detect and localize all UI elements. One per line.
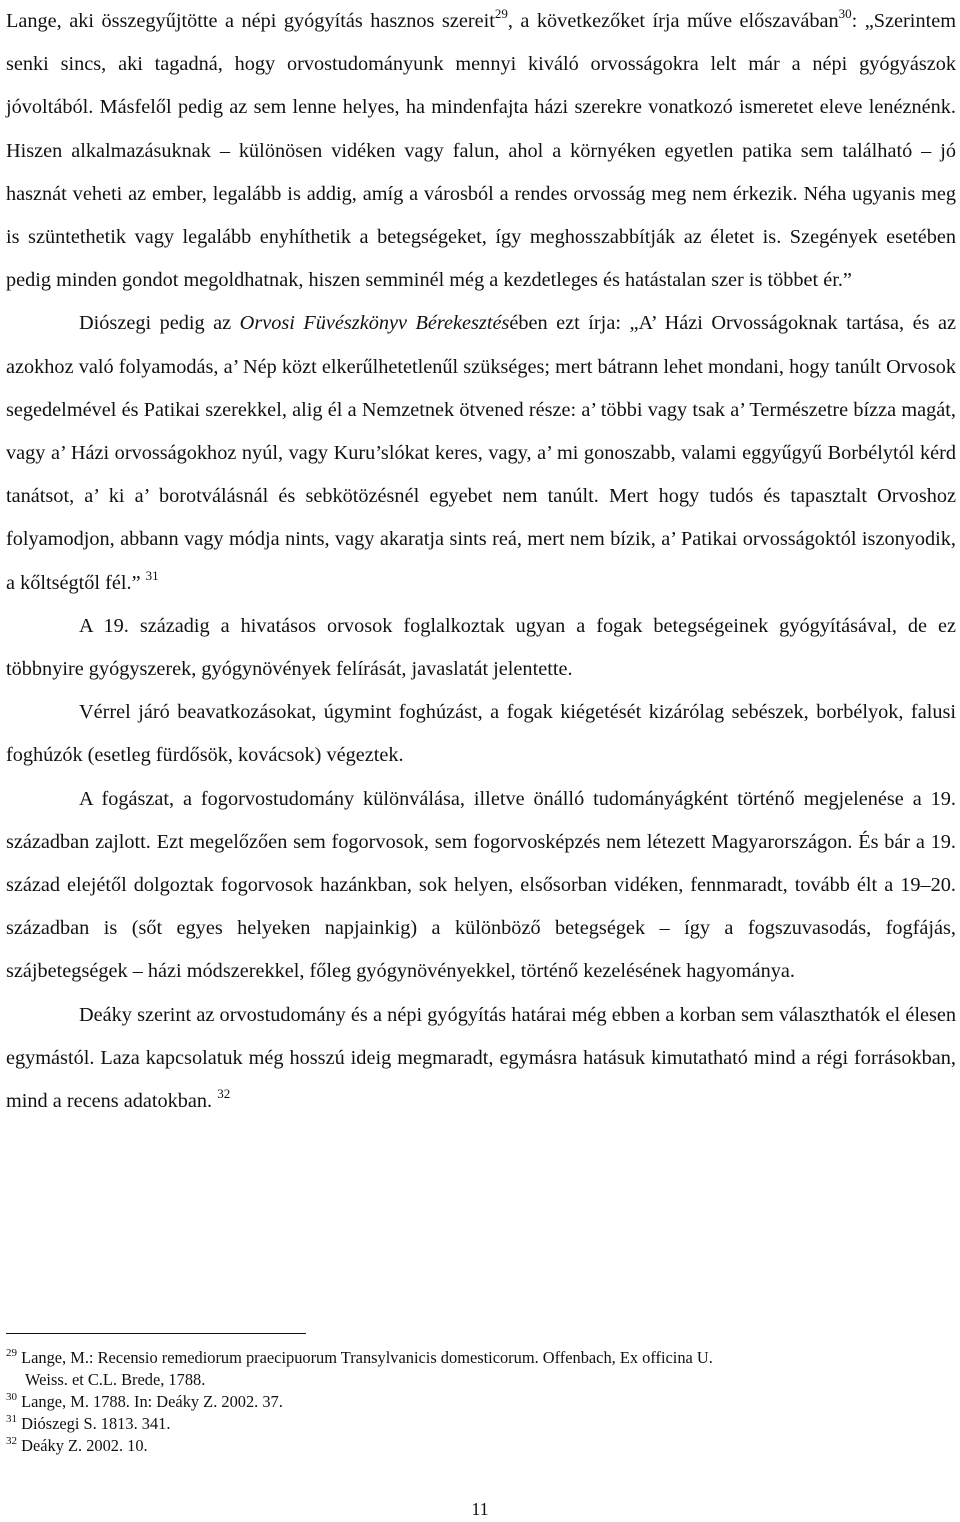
footnotes — [6, 1347, 956, 1457]
footnote-number: 29 — [6, 1347, 17, 1359]
footnote-number: 30 — [6, 1391, 17, 1403]
footnote-29 — [6, 1347, 956, 1369]
footnote-text: Weiss. et C.L. Brede, 1788. — [25, 1370, 206, 1389]
paragraph-5 — [6, 778, 956, 994]
footnote-ref: 29 — [494, 6, 508, 21]
footnote-separator — [6, 1333, 306, 1334]
footnote-text: Deáky Z. 2002. 10. — [21, 1436, 148, 1455]
text-run: A 19. századig a hivatásos orvosok foglalkoztak ugyan a fogak betegségeinek gyógyításával, de ez többnyire gyógyszerek, gyógynövények felírását, javaslatát jelentette. — [6, 614, 956, 681]
text-run: Lange, aki összegyűjtötte a népi gyógyítás hasznos szereit — [6, 10, 495, 32]
paragraph-4 — [6, 691, 956, 777]
footnote-29-continued — [6, 1369, 956, 1391]
footnote-text: Lange, M.: Recensio remediorum praecipuorum Transylvanicis domesticorum. Offenbach, Ex officina U. — [21, 1348, 713, 1367]
text-run: : „Szerintem senki sincs, aki tagadná, hogy orvostudományunk mennyi kiváló orvosságokra lelt már a népi gyógyászok jóvoltából. Másfelől pedig az sem lenne helyes, ha mindenfajta házi szerekre vonatkozó ismeretet eleve lenéznénk. Hiszen alkalmazásuknak – különösen vidéken vagy falun, ahol a környéken egyetlen patika sem található – jó hasznát veheti az ember, legalább is addig, amíg a városból a rendes orvosság meg nem érkezik. Néha ugyanis meg is szüntethetik vagy legalább enyhíthetik a betegségeket, így meghosszabbítják az életet is. Szegények esetében pedig minden gondot megoldhatnak, hiszen semminél még a kezdetleges és hatástalan szer is többet ér.” — [6, 10, 956, 292]
paragraph-6 — [6, 994, 956, 1124]
paragraph-2 — [6, 302, 956, 604]
text-run: ében ezt írja: „A’ Házi Orvosságoknak tartása, és az azokhoz való folyamodás, a’ Nép közt elkerűlhetetlenűl szükséges; mert bátrann lehet mondani, hogy tanúlt Orvosok segedelmével és Patikai szerekkel, alig él a Nemzetnek ötvened része: a’ többi vagy tsak a’ Természetre bízza magát, vagy a’ Házi orvosságokhoz nyúl, vagy Kuru’slókat keres, vagy, a’ mi gonoszabb, valami eggyűgyű Borbélytól kérd tanátsot, a’ ki a’ borotválásnál és sebkötözésnél egyebet nem tanúlt. Mert hogy tudós és tapasztalt Orvoshoz folyamodjon, abbann vagy módja nints, vagy akaratja sints reá, mert nem bízik, a’ Patikai orvosságoktól iszonyodik, a kőltségtől fél.” — [6, 312, 956, 594]
paragraph-1 — [6, 0, 956, 302]
footnote-32 — [6, 1435, 956, 1457]
footnote-number: 31 — [6, 1413, 17, 1425]
footnote-31 — [6, 1413, 956, 1435]
book-title: Orvosi Füvészkönyv Bérekesztés — [239, 312, 510, 335]
footnote-ref: 30 — [838, 6, 852, 21]
body-text — [6, 0, 956, 1123]
footnote-number: 32 — [6, 1435, 17, 1447]
footnote-ref: 31 — [145, 567, 159, 583]
text-run: A fogászat, a fogorvostudomány különválása, illetve önálló tudományágként történő megjelenése a 19. században zajlott. Ezt megelőzően sem fogorvosok, sem fogorvosképzés nem létezett Magyarországon. És bár a 19. század elejétől dolgoztak fogorvosok hazánkban, sok helyen, elsősorban vidéken, fennmaradt, tovább élt a 19–20. században is (sőt egyes helyeken napjainkig) a különböző betegségek – így a fogszuvasodás, fogfájás, szájbetegségek – házi módszerekkel, főleg gyógynövényekkel, történő kezelésének hagyománya. — [6, 787, 956, 983]
footnote-text: Diószegi S. 1813. 341. — [21, 1414, 171, 1433]
footnote-ref: 32 — [217, 1086, 231, 1102]
paragraph-3 — [6, 605, 956, 691]
footnote-30 — [6, 1391, 956, 1413]
text-run: Vérrel járó beavatkozásokat, úgymint foghúzást, a fogak kiégetését kizárólag sebészek, borbélyok, falusi foghúzók (esetleg fürdősök, kovácsok) végeztek. — [6, 701, 956, 767]
page-number: 11 — [471, 1499, 489, 1519]
footnote-text: Lange, M. 1788. In: Deáky Z. 2002. 37. — [21, 1392, 283, 1411]
text-run: , a következőket írja műve előszavában — [507, 10, 839, 32]
text-run: Deáky szerint az orvostudomány és a népi gyógyítás határai még ebben a korban sem választhatók el élesen egymástól. Laza kapcsolatuk még hosszú ideig megmaradt, egymásra hatásuk kimutatható mind a régi forrásokban, mind a recens adatokban. — [6, 1003, 956, 1113]
page — [6, 0, 956, 1123]
text-run: Diószegi pedig az — [79, 312, 240, 335]
